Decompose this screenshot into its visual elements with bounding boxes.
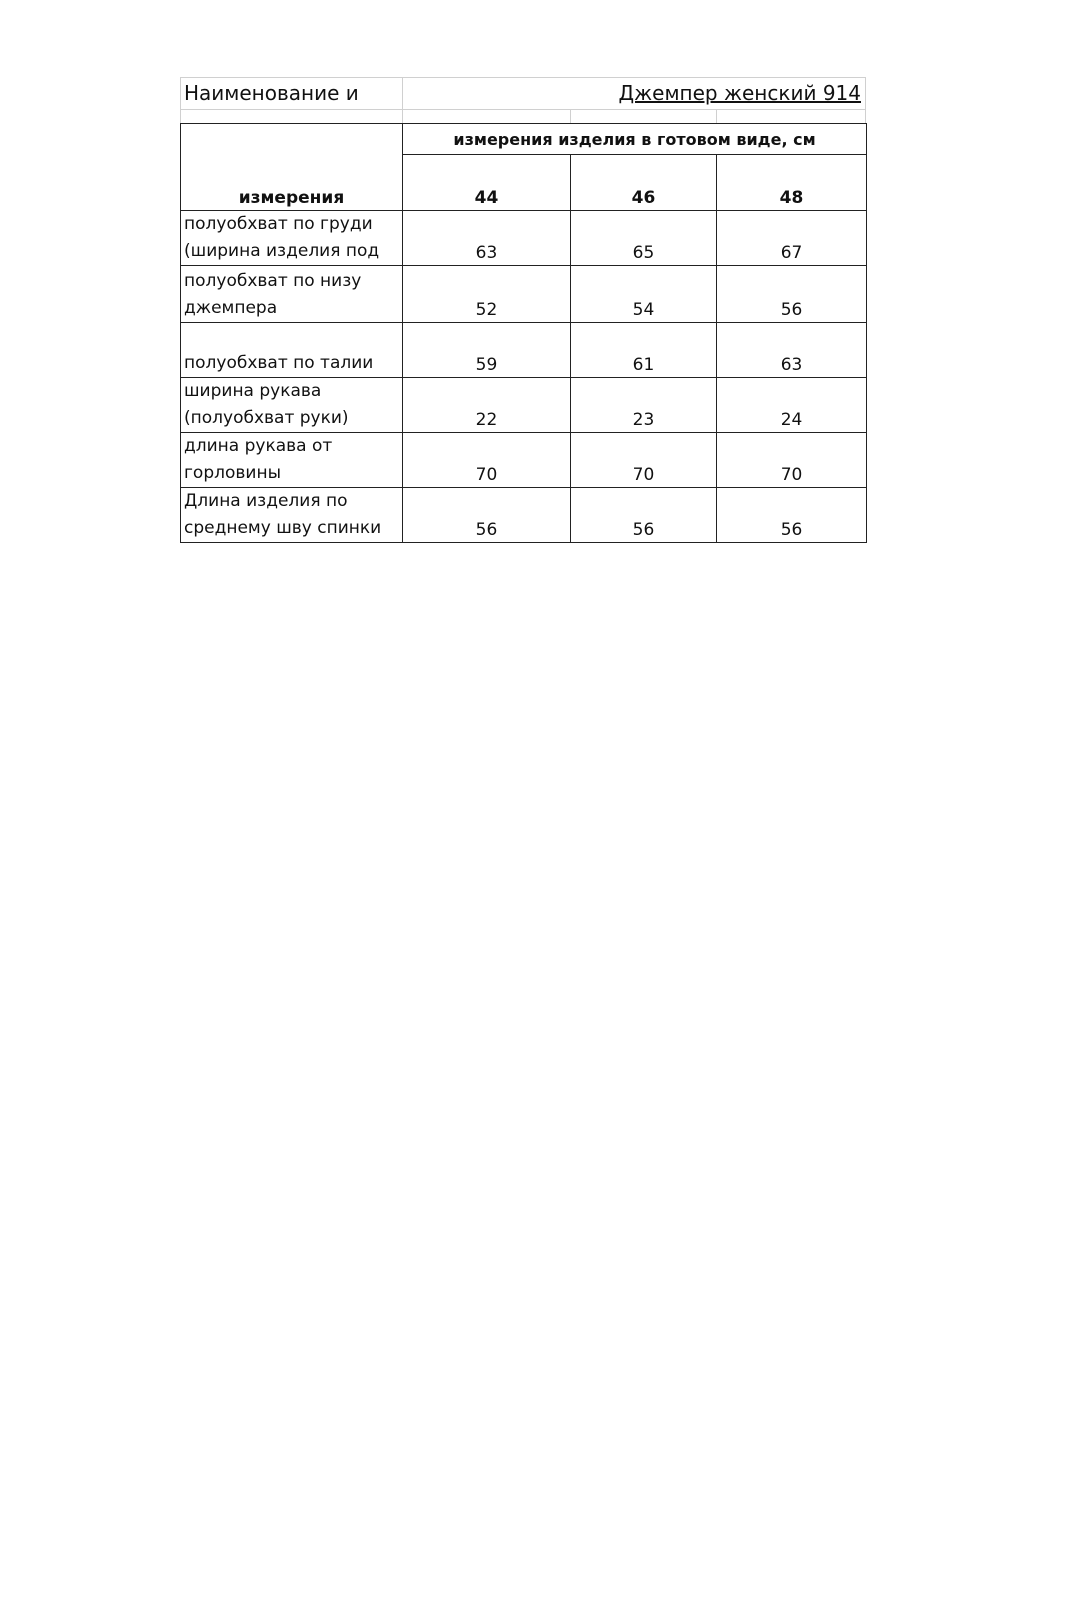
row-label	[181, 378, 403, 433]
table-cell: 54	[571, 266, 717, 323]
size-header: 48	[717, 155, 867, 211]
row-label-line: Длина изделия по	[184, 491, 348, 511]
table-cell: 52	[403, 266, 571, 323]
table-cell: 22	[403, 378, 571, 433]
row-label	[181, 211, 403, 266]
table-cell: 63	[717, 323, 867, 378]
spacer-row	[180, 109, 866, 123]
table-header-row	[181, 124, 867, 155]
table-cell: 70	[717, 433, 867, 488]
name-label: Наименование и	[181, 78, 403, 109]
table-cell: 70	[571, 433, 717, 488]
row-label-line: среднему шву спинки	[184, 518, 382, 538]
table-cell: 56	[717, 488, 867, 543]
row-label	[181, 488, 403, 543]
row-label-line: полуобхват по груди	[184, 214, 373, 234]
table-cell: 61	[571, 323, 717, 378]
spacer-cell	[571, 110, 717, 123]
table-cell: 59	[403, 323, 571, 378]
spacer-cell	[403, 110, 571, 123]
spacer-cell	[717, 110, 865, 123]
table-row	[181, 266, 867, 323]
size-header: 44	[403, 155, 571, 211]
product-name: Джемпер женский 914	[618, 81, 861, 105]
size-header: 46	[571, 155, 717, 211]
row-label-line: (ширина изделия под	[184, 241, 380, 261]
row-label	[181, 266, 403, 323]
measurement-sheet	[180, 77, 866, 543]
table-row	[181, 323, 867, 378]
spacer-cell	[181, 110, 403, 123]
row-label-line	[184, 323, 402, 350]
table-cell: 63	[403, 211, 571, 266]
table-cell: 70	[403, 433, 571, 488]
table-cell: 24	[717, 378, 867, 433]
table-row	[181, 488, 867, 543]
row-label-line: (полуобхват руки)	[184, 408, 349, 428]
table-cell: 56	[717, 266, 867, 323]
row-label-line: полуобхват по низу	[184, 271, 362, 291]
row-label	[181, 433, 403, 488]
table-row	[181, 433, 867, 488]
table-row	[181, 211, 867, 266]
group-header: измерения изделия в готовом виде, см	[403, 124, 867, 155]
row-label-line: джемпера	[184, 298, 278, 318]
row-label-line: длина рукава от	[184, 436, 333, 456]
size-table	[180, 123, 867, 543]
title-row	[180, 77, 866, 109]
measurements-header: измерения	[181, 124, 403, 211]
row-label	[181, 323, 403, 378]
table-row	[181, 378, 867, 433]
table-cell: 56	[403, 488, 571, 543]
row-label-line: полуобхват по талии	[184, 353, 374, 373]
table-cell: 23	[571, 378, 717, 433]
table-cell: 65	[571, 211, 717, 266]
row-label-line: ширина рукава	[184, 381, 322, 401]
row-label-line: горловины	[184, 463, 281, 483]
table-cell: 67	[717, 211, 867, 266]
table-cell: 56	[571, 488, 717, 543]
